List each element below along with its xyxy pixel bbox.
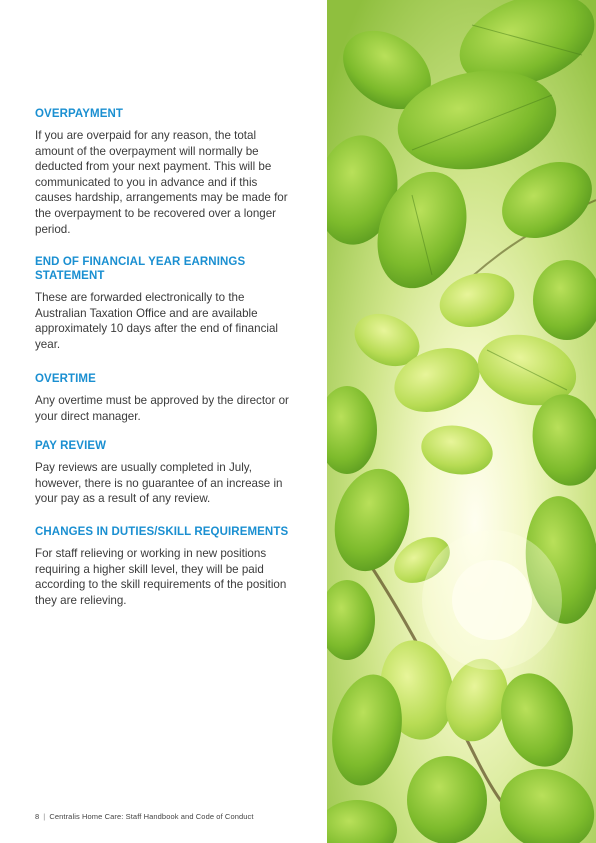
- section-body: These are forwarded electronically to the Australian Taxation Office and are available approximately 10 days after the end of financial year.: [35, 291, 278, 351]
- green-leaves-sunlight-photo: [327, 0, 596, 843]
- footer-title: Centralis Home Care: Staff Handbook and Code of Conduct: [49, 812, 254, 821]
- section-earnings-statement: [35, 255, 295, 352]
- leaves-illustration: [327, 0, 596, 843]
- page-footer: [35, 812, 254, 821]
- section-overtime: [35, 372, 295, 424]
- section-body: For staff relieving or working in new positions requiring a higher skill level, they will be paid according to the skill requirements of the position they are relieving.: [35, 547, 287, 607]
- section-heading: OVERTIME: [35, 373, 96, 385]
- section-body: If you are overpaid for any reason, the total amount of the overpayment will normally be deducted from your next payment. This will be communicated to you in advance and if this causes hardship, arrangements may be made for the overpayment to be recovered over a longer period.: [35, 129, 288, 236]
- section-changes-in-duties: [35, 525, 295, 608]
- section-heading: END OF FINANCIAL YEAR EARNINGS STATEMENT: [35, 256, 246, 282]
- section-pay-review: [35, 439, 295, 507]
- section-heading: PAY REVIEW: [35, 440, 107, 452]
- section-heading: OVERPAYMENT: [35, 108, 124, 120]
- page-number: 8: [35, 812, 40, 821]
- section-body: Any overtime must be approved by the director or your direct manager.: [35, 394, 289, 423]
- section-heading: CHANGES IN DUTIES/SKILL REQUIREMENTS: [35, 526, 289, 538]
- footer-separator: |: [43, 812, 46, 821]
- section-overpayment: [35, 107, 295, 237]
- section-body: Pay reviews are usually completed in July, however, there is no guarantee of an increase in your pay as a result of any review.: [35, 461, 283, 506]
